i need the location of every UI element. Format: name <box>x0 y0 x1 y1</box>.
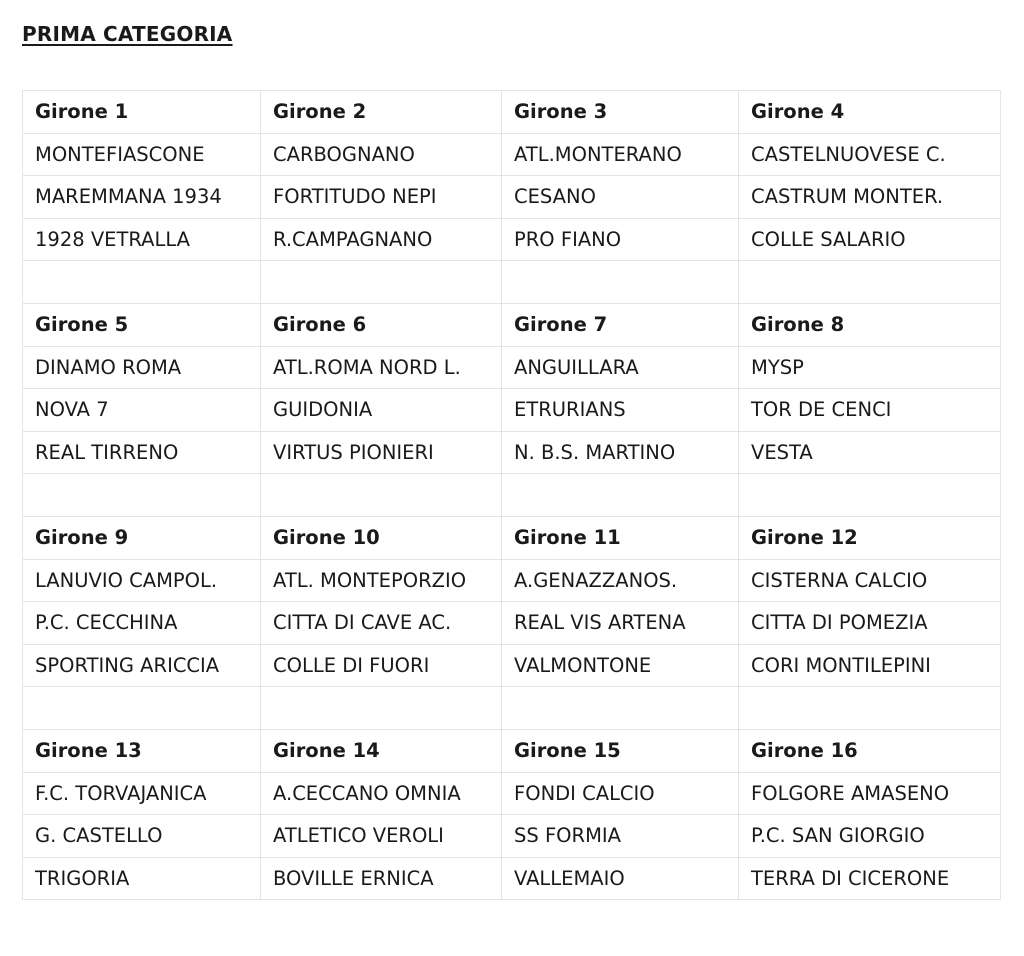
team-row <box>23 133 1001 176</box>
empty-cell <box>23 687 261 730</box>
empty-cell <box>23 474 261 517</box>
team-cell: CITTA DI POMEZIA <box>739 602 1001 645</box>
team-cell: REAL TIRRENO <box>23 431 261 474</box>
team-cell: CARBOGNANO <box>261 133 502 176</box>
team-cell: ATL. MONTEPORZIO <box>261 559 502 602</box>
empty-cell <box>502 261 739 304</box>
team-row <box>23 431 1001 474</box>
team-cell: F.C. TORVAJANICA <box>23 772 261 815</box>
team-cell: COLLE SALARIO <box>739 218 1001 261</box>
group-header: Girone 12 <box>739 516 1001 559</box>
spacer-row <box>23 474 1001 517</box>
team-row <box>23 218 1001 261</box>
group-header-row <box>23 516 1001 559</box>
groups-table <box>22 90 1001 900</box>
groups-table-body <box>23 91 1001 900</box>
team-cell: CASTRUM MONTER. <box>739 176 1001 219</box>
team-cell: REAL VIS ARTENA <box>502 602 739 645</box>
empty-cell <box>261 687 502 730</box>
team-cell: CASTELNUOVESE C. <box>739 133 1001 176</box>
team-cell: 1928 VETRALLA <box>23 218 261 261</box>
empty-cell <box>739 687 1001 730</box>
group-header: Girone 2 <box>261 91 502 134</box>
empty-cell <box>23 261 261 304</box>
group-header: Girone 9 <box>23 516 261 559</box>
page-title: PRIMA CATEGORIA <box>22 22 233 46</box>
team-row <box>23 857 1001 900</box>
empty-cell <box>502 474 739 517</box>
team-cell: PRO FIANO <box>502 218 739 261</box>
team-row <box>23 644 1001 687</box>
group-header: Girone 8 <box>739 303 1001 346</box>
team-cell: N. B.S. MARTINO <box>502 431 739 474</box>
team-cell: BOVILLE ERNICA <box>261 857 502 900</box>
team-cell: TRIGORIA <box>23 857 261 900</box>
team-cell: SS FORMIA <box>502 815 739 858</box>
team-cell: COLLE DI FUORI <box>261 644 502 687</box>
team-row <box>23 346 1001 389</box>
group-header: Girone 14 <box>261 729 502 772</box>
team-row <box>23 559 1001 602</box>
team-cell: A.CECCANO OMNIA <box>261 772 502 815</box>
spacer-row <box>23 687 1001 730</box>
team-cell: VIRTUS PIONIERI <box>261 431 502 474</box>
team-cell: P.C. SAN GIORGIO <box>739 815 1001 858</box>
group-header: Girone 10 <box>261 516 502 559</box>
team-cell: MONTEFIASCONE <box>23 133 261 176</box>
team-cell: MAREMMANA 1934 <box>23 176 261 219</box>
group-header: Girone 7 <box>502 303 739 346</box>
team-cell: DINAMO ROMA <box>23 346 261 389</box>
team-cell: GUIDONIA <box>261 389 502 432</box>
team-cell: ETRURIANS <box>502 389 739 432</box>
group-header-row <box>23 303 1001 346</box>
team-cell: VESTA <box>739 431 1001 474</box>
team-row <box>23 772 1001 815</box>
team-row <box>23 176 1001 219</box>
group-header: Girone 16 <box>739 729 1001 772</box>
group-header: Girone 4 <box>739 91 1001 134</box>
team-cell: FORTITUDO NEPI <box>261 176 502 219</box>
group-header: Girone 6 <box>261 303 502 346</box>
empty-cell <box>739 474 1001 517</box>
team-cell: R.CAMPAGNANO <box>261 218 502 261</box>
team-cell: CESANO <box>502 176 739 219</box>
team-cell: P.C. CECCHINA <box>23 602 261 645</box>
team-cell: NOVA 7 <box>23 389 261 432</box>
empty-cell <box>502 687 739 730</box>
team-cell: LANUVIO CAMPOL. <box>23 559 261 602</box>
empty-cell <box>261 261 502 304</box>
group-header: Girone 1 <box>23 91 261 134</box>
spacer-row <box>23 261 1001 304</box>
team-cell: G. CASTELLO <box>23 815 261 858</box>
group-header: Girone 15 <box>502 729 739 772</box>
team-cell: CORI MONTILEPINI <box>739 644 1001 687</box>
team-row <box>23 389 1001 432</box>
group-header: Girone 5 <box>23 303 261 346</box>
group-header-row <box>23 91 1001 134</box>
team-row <box>23 602 1001 645</box>
team-cell: FOLGORE AMASENO <box>739 772 1001 815</box>
team-cell: VALLEMAIO <box>502 857 739 900</box>
team-cell: FONDI CALCIO <box>502 772 739 815</box>
team-cell: MYSP <box>739 346 1001 389</box>
team-cell: TOR DE CENCI <box>739 389 1001 432</box>
group-header: Girone 11 <box>502 516 739 559</box>
team-cell: VALMONTONE <box>502 644 739 687</box>
team-cell: ANGUILLARA <box>502 346 739 389</box>
team-cell: ATL.MONTERANO <box>502 133 739 176</box>
group-header: Girone 3 <box>502 91 739 134</box>
team-cell: SPORTING ARICCIA <box>23 644 261 687</box>
team-row <box>23 815 1001 858</box>
team-cell: A.GENAZZANOS. <box>502 559 739 602</box>
group-header-row <box>23 729 1001 772</box>
team-cell: ATLETICO VEROLI <box>261 815 502 858</box>
group-header: Girone 13 <box>23 729 261 772</box>
team-cell: ATL.ROMA NORD L. <box>261 346 502 389</box>
team-cell: TERRA DI CICERONE <box>739 857 1001 900</box>
team-cell: CISTERNA CALCIO <box>739 559 1001 602</box>
empty-cell <box>739 261 1001 304</box>
empty-cell <box>261 474 502 517</box>
team-cell: CITTA DI CAVE AC. <box>261 602 502 645</box>
